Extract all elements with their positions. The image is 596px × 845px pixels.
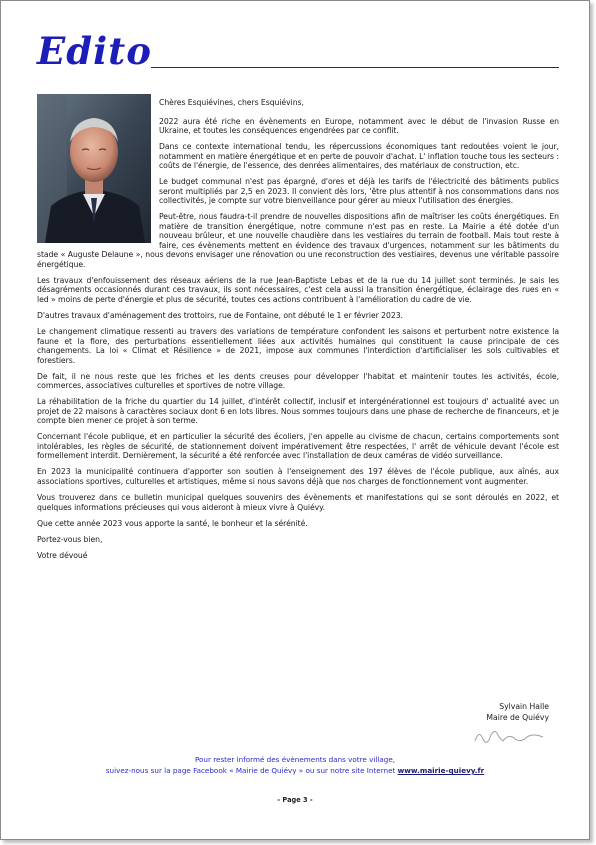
closing-line: Votre dévoué bbox=[37, 550, 88, 560]
footer-line-2 bbox=[1, 765, 589, 776]
body-paragraph: Les travaux d'enfouissement des réseaux aériens de la rue Jean-Baptiste Lebas et de la rue du 14 juillet sont terminés. Je sais les désagréments occasionnés durant ces travaux, ils sont nécessaires, c'est cela aussi la transition énergétique, éclairage des rues en « led » moins de perte d'énergie et plus de sécurité, toutes ces actions contribuent à l'amélioration du cadre de vie. bbox=[37, 275, 559, 304]
website-link[interactable]: www.mairie-quievy.fr bbox=[397, 766, 485, 775]
footer-info bbox=[1, 754, 589, 776]
title-underline bbox=[151, 67, 559, 68]
body-paragraph: En 2023 la municipalité continuera d'apporter son soutien à l'enseignement des 197 élèves de l'école publique, aux aînés, aux associations sportives, culturelles et artistiques, même si nous savons déjà que nos charges de fonctionnement vont augmenter. bbox=[37, 467, 559, 486]
photo-spacer bbox=[37, 98, 159, 244]
body-paragraph: D'autres travaux d'aménagement des trottoirs, rue de Fontaine, ont débuté le 1 er février 2023. bbox=[37, 310, 403, 320]
body-paragraph: Vous trouverez dans ce bulletin municipal quelques souvenirs des évènements et manifestations qui se sont déroulés en 2022, et quelques informations précieuses qui vous aideront à mieux vivre à Quiévy. bbox=[37, 493, 559, 512]
edito-body bbox=[37, 98, 559, 567]
signature-block bbox=[429, 701, 549, 747]
body-paragraph: Le budget communal n'est pas épargné, d'ores et déjà les tarifs de l'électricité des bâtiments publics seront multipliés par 2,5 en 2023. Il convient dès lors, 'être plus attentif à nos consommations dans nos collectivités, je compte sur votre bienveillance pour gérer au mieux l'utilisation des énergies. bbox=[159, 177, 559, 206]
signature-role: Maire de Quiévy bbox=[486, 713, 549, 722]
body-paragraph: Dans ce contexte international tendu, les répercussions économiques tant redoutées voient le jour, notamment en matière énergétique et en perte de pouvoir d'achat. L' inflation touche tous les secteurs : coûts de l'énergie, de l'essence, des denrées alimentaires, des matériaux de construction, etc. bbox=[159, 142, 559, 171]
body-paragraph: De fait, il ne nous reste que les friches et les dents creuses pour développer l'habitat et maintenir toutes les activités, école, commerces, associatives culturelles et sportives de notre village. bbox=[37, 371, 559, 391]
body-paragraph: Concernant l'école publique, et en particulier la sécurité des écoliers, j'en appelle au civisme de chacun, certains comportements sont intolérables, les règles de sécurité, de stationnement doivent impérativement être respectées, l' arrêt de véhicule devant l'école est formellement interdit. Dernièrement, la sécurité a été renforcée avec l'installation de deux caméras de vidéo surveillance. bbox=[37, 432, 559, 461]
footer-line-2-text: suivez-nous sur la page Facebook « Mairie de Quiévy » ou sur notre site Internet bbox=[105, 766, 396, 775]
closing-line: Portez-vous bien, bbox=[37, 534, 103, 544]
greeting-paragraph: Chères Esquiévines, chers Esquiévins, bbox=[159, 98, 304, 107]
body-paragraph: La réhabilitation de la friche du quartier du 14 juillet, d'intérêt collectif, inclusif et intergénérationnel est toujours d' actualité avec un projet de 22 maisons à caractères sociaux dont 6 en lots libres. Nous sommes toujours dans une phase de recherche de financeurs, et je compte bien mener ce projet à son terme. bbox=[37, 397, 559, 426]
signature-name: Sylvain Halle bbox=[499, 702, 549, 711]
edito-title: Edito bbox=[37, 29, 152, 73]
body-paragraph: Peut-être, nous faudra-t-il prendre de nouvelles dispositions afin de maîtriser les coûts énergétiques. En matière de transition énergétique, notre commune n'est pas en reste. La Mairie a été dotée d'un nouveau brûleur, et une nouvelle chaudière dans les vestiaires du terrain de football. Mais tout reste à faire, ces évènements mettent en évidence des travaux d'urgences, notamment sur les bâtiments du stade « Auguste Delaune », nous devons envisager une rénovation ou une reconstruction des vestiaires, devenus une véritable passoire énergétique. bbox=[37, 212, 559, 269]
body-paragraph: Que cette année 2023 vous apporte la santé, le bonheur et la sérénité. bbox=[37, 518, 308, 528]
handwritten-signature-icon bbox=[469, 725, 549, 747]
body-paragraph: Le changement climatique ressenti au travers des variations de température confondent les saisons et perturbent notre existence la faune et la flore, des perturbations essentiellement liées aux activités humaines qui constituent la cause principale de ces changements. La loi « Climat et Résilience » de 2021, impose aux communes l'interdiction d'artificialiser les sols cultivables et forestiers. bbox=[37, 327, 559, 365]
footer-line-1: Pour rester informé des évènements dans votre village, bbox=[194, 755, 396, 764]
page-number: - Page 3 - bbox=[277, 796, 313, 804]
body-paragraph: 2022 aura été riche en évènements en Europe, notamment avec le début de l'invasion Russe en Ukraine, et toutes les conséquences engendrées par ce conflit. bbox=[159, 116, 559, 135]
